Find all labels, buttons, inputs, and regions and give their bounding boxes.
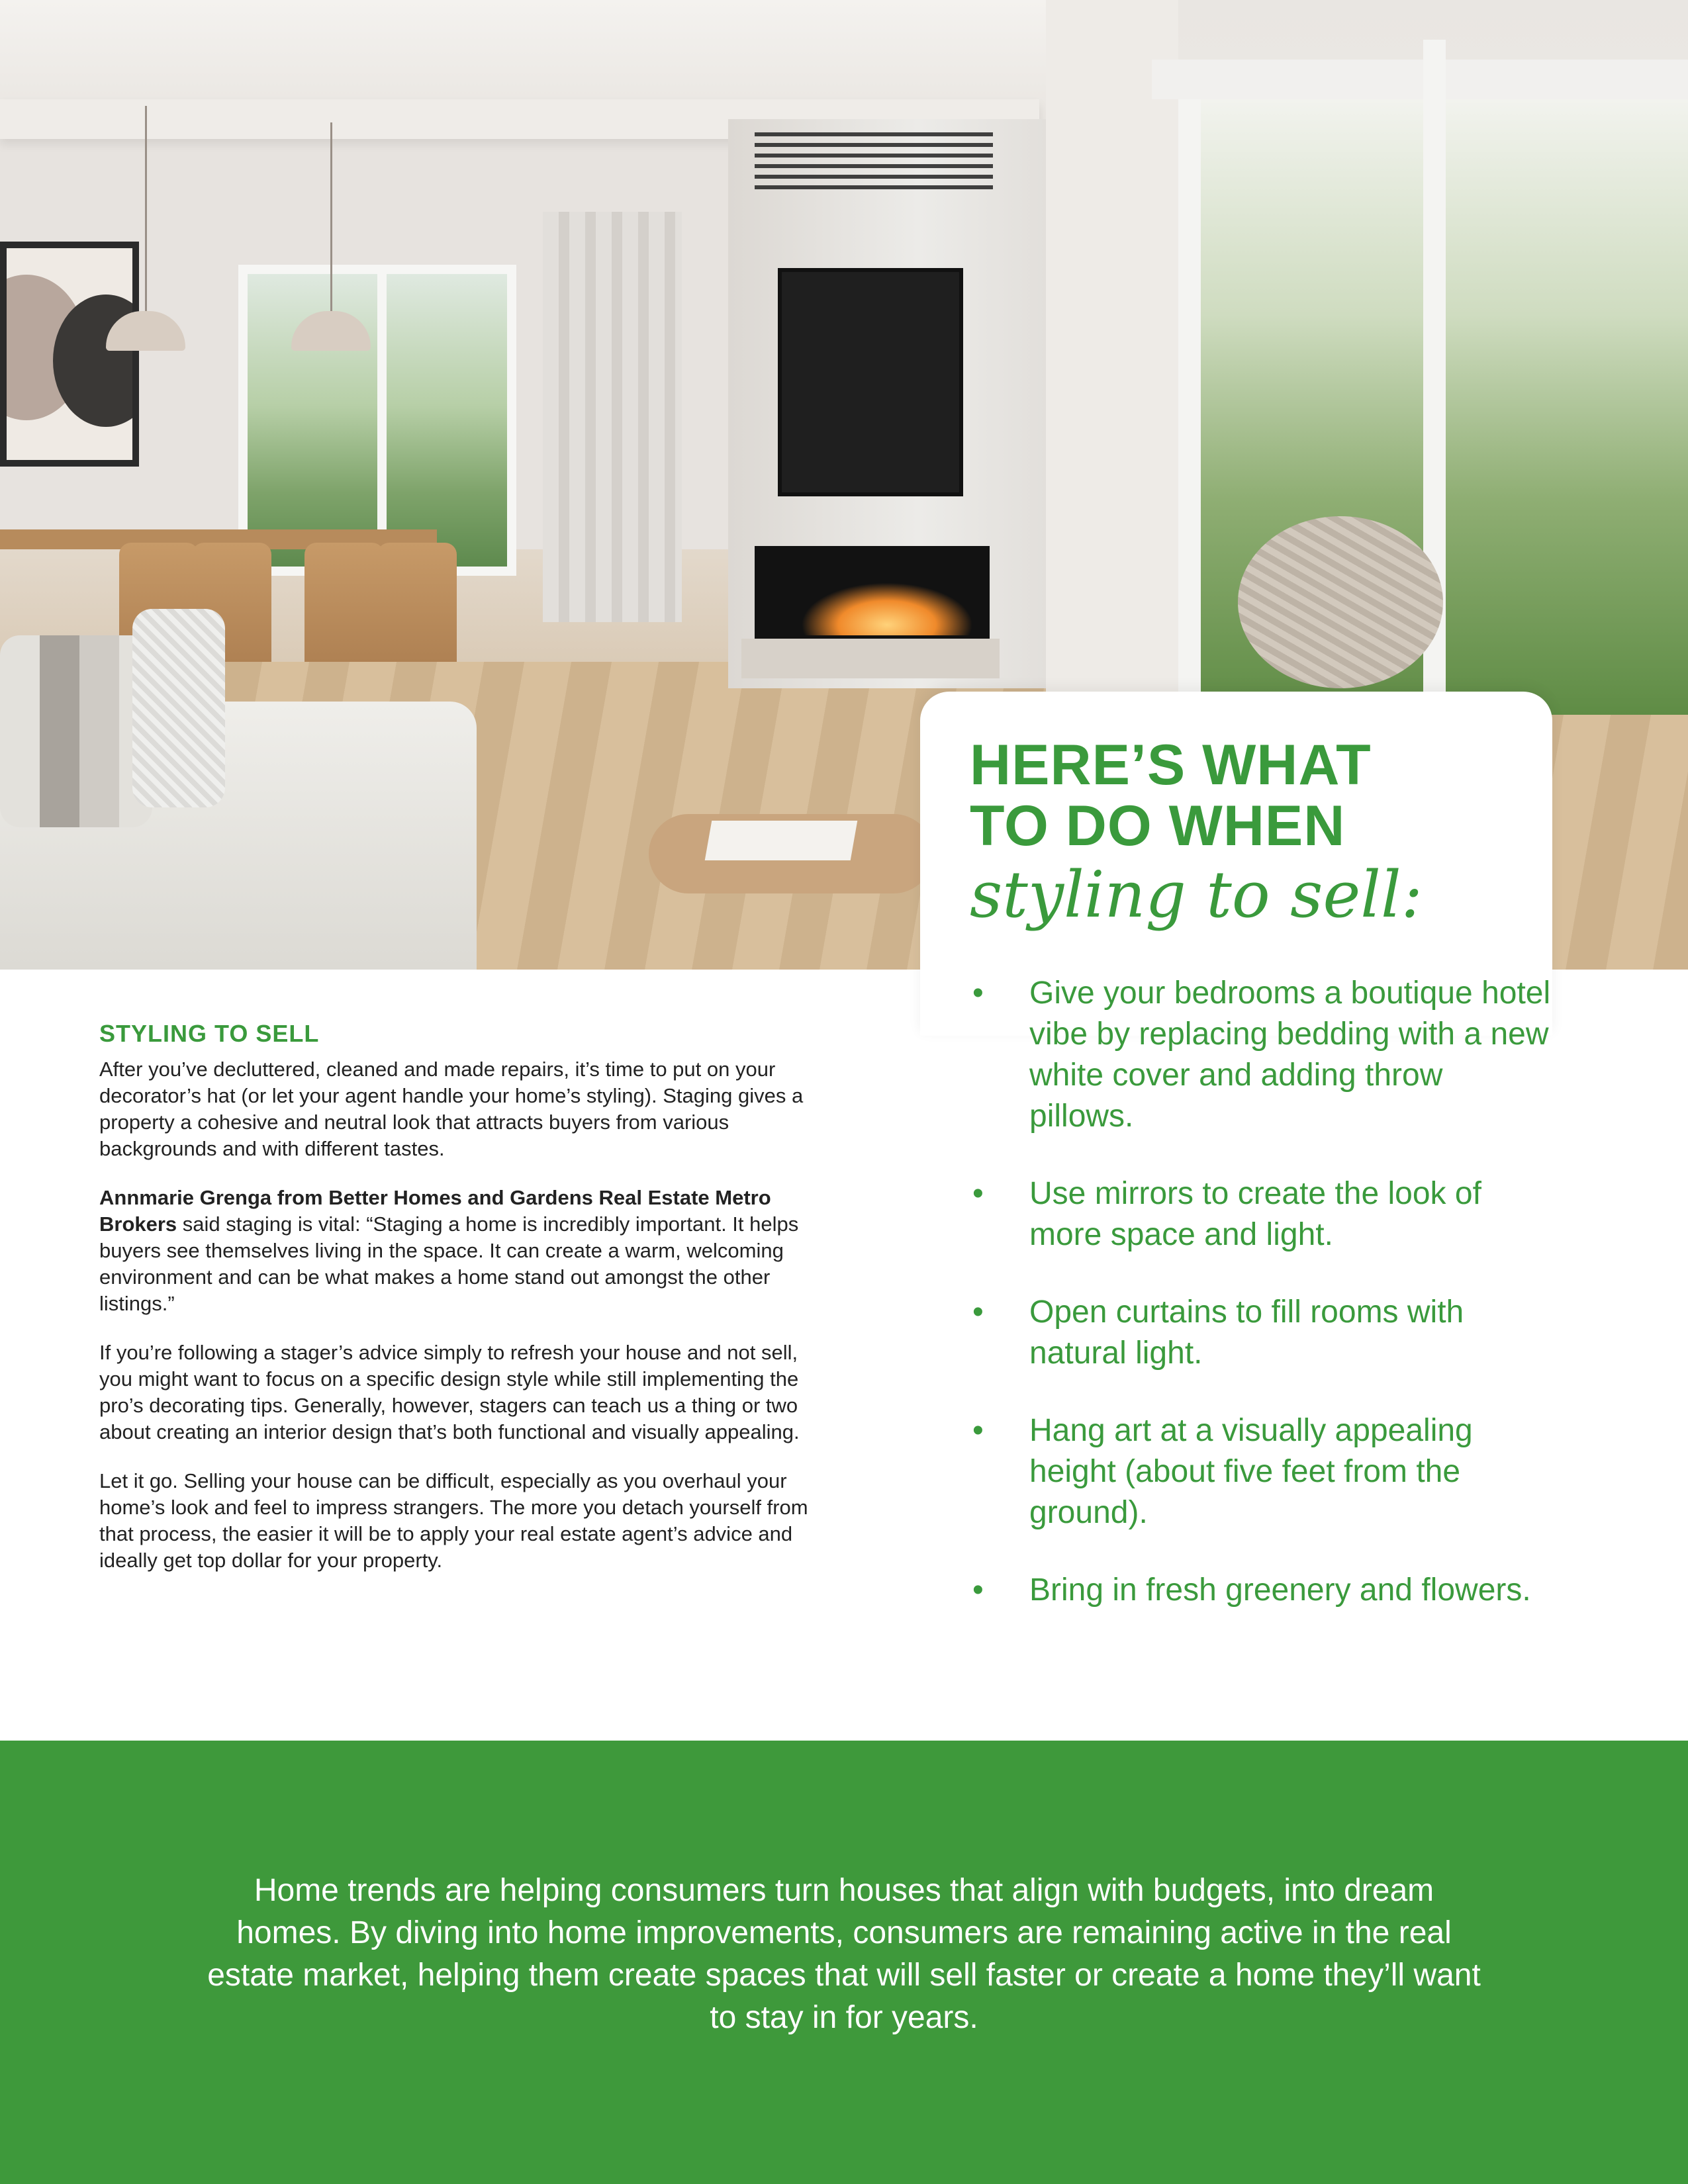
quote-attribution: Annmarie Grenga from Better Homes and Gardens Real Estate Metro Brokers <box>99 1186 771 1236</box>
photo-flames <box>801 582 973 635</box>
headline-script: styling to sell: <box>970 858 1423 932</box>
headline-line-2: TO DO WHEN <box>970 794 1346 858</box>
tip-text: Open curtains to fill rooms with natural light. <box>1029 1295 1464 1371</box>
photo-wall-art <box>0 242 139 467</box>
article-paragraph-2 <box>99 1185 814 1317</box>
photo-air-vent <box>755 132 993 192</box>
quote-text: said staging is vital: “Staging a home is incredibly important. It helps buyers see themselves living in the space. It can create a warm, welcoming environment and can be what makes a home stand out amongst the other listings.” <box>99 1212 799 1315</box>
bullet-icon: • <box>972 1295 984 1330</box>
section-title: STYLING TO SELL <box>99 1020 320 1047</box>
photo-pillar <box>1046 0 1178 721</box>
photo-hearth <box>741 639 1000 678</box>
tip-text: Hang art at a visually appealing height (about five feet from the ground). <box>1029 1413 1473 1530</box>
photo-wicker-chair <box>1238 516 1443 688</box>
photo-textured-pillow <box>132 609 225 807</box>
photo-window-mullion <box>1423 40 1446 768</box>
tip-text: Give your bedrooms a boutique hotel vibe by replacing bedding with a new white cover and adding throw pillows. <box>1029 976 1551 1134</box>
bullet-icon: • <box>972 976 984 1011</box>
footer-text: Home trends are helping consumers turn houses that align with budgets, into dream homes. By diving into home improvements, consumers are remaining active in the real estate market, helping them create spaces that will sell faster or create a home they’ll want to stay in for years. <box>207 1873 1481 2035</box>
bullet-icon: • <box>972 1176 984 1211</box>
tip-item <box>970 1410 1552 1533</box>
photo-window-header <box>1152 60 1688 99</box>
tips-list <box>970 973 1552 1611</box>
tip-text: Use mirrors to create the look of more space and light. <box>1029 1176 1481 1252</box>
pendant-cord-2 <box>330 122 332 311</box>
tip-item <box>970 1292 1552 1374</box>
photo-open-book <box>705 821 858 860</box>
bullet-icon: • <box>972 1413 984 1448</box>
tip-text: Bring in fresh greenery and flowers. <box>1029 1572 1531 1608</box>
bullet-icon: • <box>972 1572 984 1608</box>
article-paragraph-3: If you’re following a stager’s advice simply to refresh your house and not sell, you might want to focus on a specific design style while still implementing the pro’s decorating tips. Generally, however, stagers can teach us a thing or two about creating an interior design that’s both functional and visually appealing. <box>99 1341 800 1443</box>
pendant-cord-1 <box>145 106 147 311</box>
tip-item <box>970 1570 1552 1611</box>
headline <box>970 735 1539 932</box>
photo-curtain <box>543 212 682 622</box>
tip-item <box>970 973 1552 1137</box>
article <box>99 1019 814 1596</box>
article-paragraph-4: Let it go. Selling your house can be difficult, especially as you overhaul your home’s look and feel to impress strangers. The more you detach yourself from that process, the easier it will be to apply your real estate agent’s advice and ideally get top dollar for your property. <box>99 1469 808 1572</box>
photo-striped-pillow <box>0 635 152 827</box>
headline-line-1: HERE’S WHAT <box>970 733 1372 797</box>
tip-item <box>970 1173 1552 1255</box>
article-paragraph-1: After you’ve decluttered, cleaned and made repairs, it’s time to put on your decorator’s hat (or let your agent handle your home’s styling). Staging gives a property a cohesive and neutral look that attracts buyers from various backgrounds and with different tastes. <box>99 1058 804 1160</box>
photo-television <box>778 268 963 496</box>
